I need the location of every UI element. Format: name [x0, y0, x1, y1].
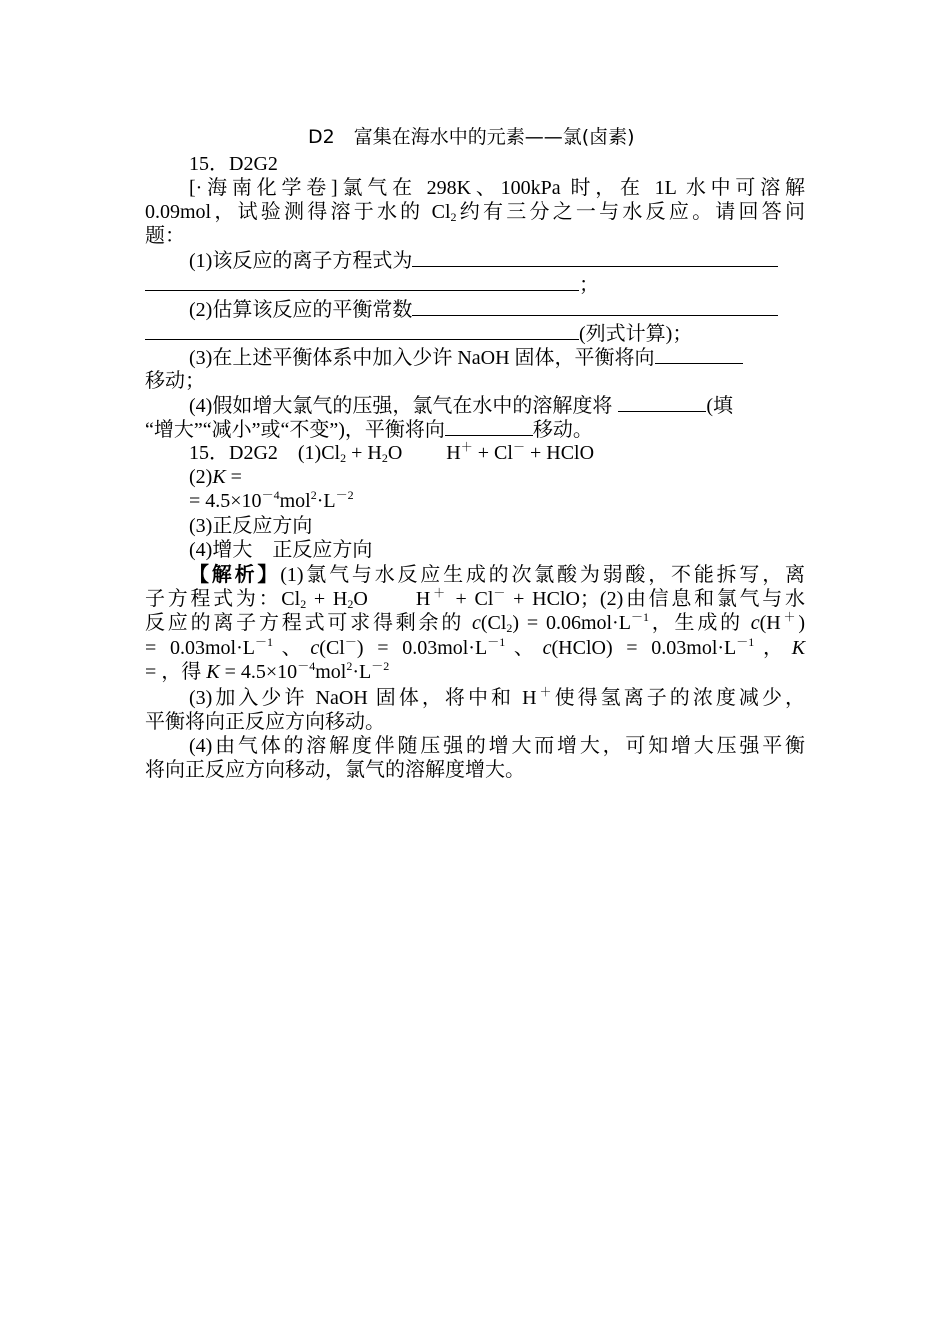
answer-blank-1b[interactable]: [145, 272, 579, 291]
analysis-3c: ) = 0.06mol·L: [512, 612, 631, 634]
answer-2-unit2: ·L: [316, 490, 336, 512]
analysis-2c: O H: [353, 588, 431, 610]
question-4-line-2: [145, 417, 593, 442]
answer-2-k: K: [212, 466, 226, 488]
answer-2-val: = 4.5×10: [189, 490, 262, 512]
question-1: [189, 248, 778, 273]
analysis-2b: + H: [306, 588, 348, 610]
analysis-3e: (H: [759, 612, 781, 634]
answer-blank-2b[interactable]: [145, 321, 579, 340]
question-4: [189, 393, 733, 418]
analysis-4d: ) = 0.03mol·L: [356, 637, 488, 659]
analysis-4g: ，: [754, 637, 792, 659]
analysis-5a: = ，得: [145, 661, 207, 683]
analysis-line-7: 平衡将向正反应方向移动。: [145, 711, 385, 733]
analysis-4b: 、: [272, 637, 311, 659]
answer-4: (4)增大 正反应方向: [189, 539, 373, 561]
analysis-label: 【解析】: [189, 562, 281, 586]
analysis-4e: 、: [505, 637, 543, 659]
question-2-text: (2)估算该反应的平衡常数: [189, 299, 413, 321]
analysis-5b: = 4.5×10: [219, 661, 298, 683]
analysis-4a: = 0.03mol·L: [145, 637, 255, 659]
analysis-line-9: 将向正反应方向移动，氯气的溶解度增大。: [145, 759, 525, 781]
answer-blank-2a[interactable]: [412, 297, 778, 316]
question-1-end: ；: [579, 274, 599, 296]
answer-1-o: O: [387, 442, 403, 464]
analysis-line-6: (3)加入少许 NaOH 固体，将中和 H＋使得氢离子的浓度减少，: [189, 685, 805, 709]
question-stem-line-1: [189, 176, 805, 200]
analysis-line-3: 反应的离子方程式可求得剩余的 $c(Cl_2) = 0.06mol\cdot L^{-1}$，生成的 c(H＋): [145, 610, 805, 635]
question-stem-line-3: 题：: [145, 225, 185, 247]
answer-1-water: + H: [346, 442, 382, 464]
answer-2-label: (2): [189, 466, 213, 488]
analysis-3d: ，生成的: [648, 612, 751, 634]
answer-2-exp: －4: [261, 488, 280, 502]
question-2-end: (列式计算)；: [579, 323, 693, 345]
analysis-4c: (Cl: [319, 637, 345, 659]
analysis-3b: (Cl: [480, 612, 507, 634]
question-2-line-2: [145, 321, 692, 346]
question-4-line-2-text: “增大”“减小”或“不变”)，平衡将向: [145, 419, 445, 441]
answer-1-cl: + Cl: [472, 442, 513, 464]
question-3: [189, 345, 743, 370]
answer-blank-4a[interactable]: [618, 393, 706, 412]
analysis-3a: 反应的离子方程式可求得剩余的: [145, 612, 472, 634]
analysis-text-1: (1)氯气与水反应生成的次氯酸为弱酸，不能拆写，离: [280, 564, 805, 586]
question-4-mid: (填: [706, 395, 733, 417]
question-3-end: 移动；: [145, 370, 205, 392]
question-1-line-2: [145, 272, 599, 297]
answer-2-eq: =: [225, 466, 242, 488]
analysis-line-2: 子方程式为：$Cl_2 + H_2O$ H＋ + Cl－ + HClO；(2)由信息和氯气与水: [145, 586, 805, 611]
question-number: 15．D2G2: [189, 153, 278, 175]
answer-blank-3[interactable]: [655, 345, 743, 364]
answer-2-value: = $4.5\times 10^{-4}mol^2\cdot L^{-2}$: [189, 488, 354, 512]
answer-blank-1a[interactable]: [412, 248, 778, 267]
analysis-2d: + Cl: [447, 588, 494, 610]
analysis-line-8: (4)由气体的溶解度伴随压强的增大而增大，可知增大压强平衡: [189, 735, 805, 757]
analysis-2a: 子方程式为：Cl: [145, 588, 301, 610]
answer-3: (3)正反应方向: [189, 515, 313, 537]
question-2: [189, 297, 778, 322]
answer-2-exp2: －2: [335, 488, 354, 502]
question-stem-line-2: 0.09mol，试验测得溶于水的 $Cl_2$约有三分之一与水反应。请回答问: [145, 201, 805, 224]
answer-1-h: H: [446, 442, 461, 464]
question-source: [·海南化学卷]: [189, 177, 338, 199]
answer-blank-4b[interactable]: [445, 417, 533, 436]
analysis-line-4: = $0.03mol\cdot L^{-1}$、$c(Cl^-) = 0.03mol\cdot L^{-1}$、c(HClO) = $0.03mol\cdot L^{-1}$，K: [145, 635, 806, 659]
answer-2: [189, 465, 242, 489]
analysis-line-5: = ，得 $K = 4.5\times 10^{-4}mol^2\cdot L^{-2}$: [145, 659, 390, 683]
question-4-text: (4)假如增大氯气的压强，氯气在水中的溶解度将: [189, 395, 613, 417]
stem-text-2b: 约有三分之一与水反应。请回答问: [456, 201, 805, 223]
answer-1-prefix: 15．D2G2 (1)Cl: [189, 442, 341, 464]
analysis-6b: 使得氢离子的浓度减少，: [554, 687, 805, 709]
answer-1: 15．D2G2 $(1)Cl_2 + H_2O$ H＋ + Cl－ + HClO: [189, 440, 595, 465]
analysis-4f: (HClO) = 0.03mol·L: [551, 637, 737, 659]
analysis-line-1: [189, 562, 805, 587]
analysis-2e: + HClO；(2)由信息和氯气与水: [505, 588, 805, 610]
stem-text-1: 氯气在 298K、100kPa 时，在 1L 水中可溶解: [337, 177, 805, 199]
answer-2-unit: mol: [279, 490, 311, 512]
question-4-end: 移动。: [532, 419, 593, 441]
question-1-text: (1)该反应的离子方程式为: [189, 250, 413, 272]
answer-1-hclo: + HClO: [524, 442, 595, 464]
question-3-text: (3)在上述平衡体系中加入少许 NaOH 固体，平衡将向: [189, 347, 655, 369]
section-title: D2 富集在海水中的元素——氯(卤素): [308, 126, 635, 148]
stem-text-2: 0.09mol，试验测得溶于水的 Cl: [145, 201, 451, 223]
analysis-6a: (3)加入少许 NaOH 固体，将中和 H: [189, 687, 537, 709]
